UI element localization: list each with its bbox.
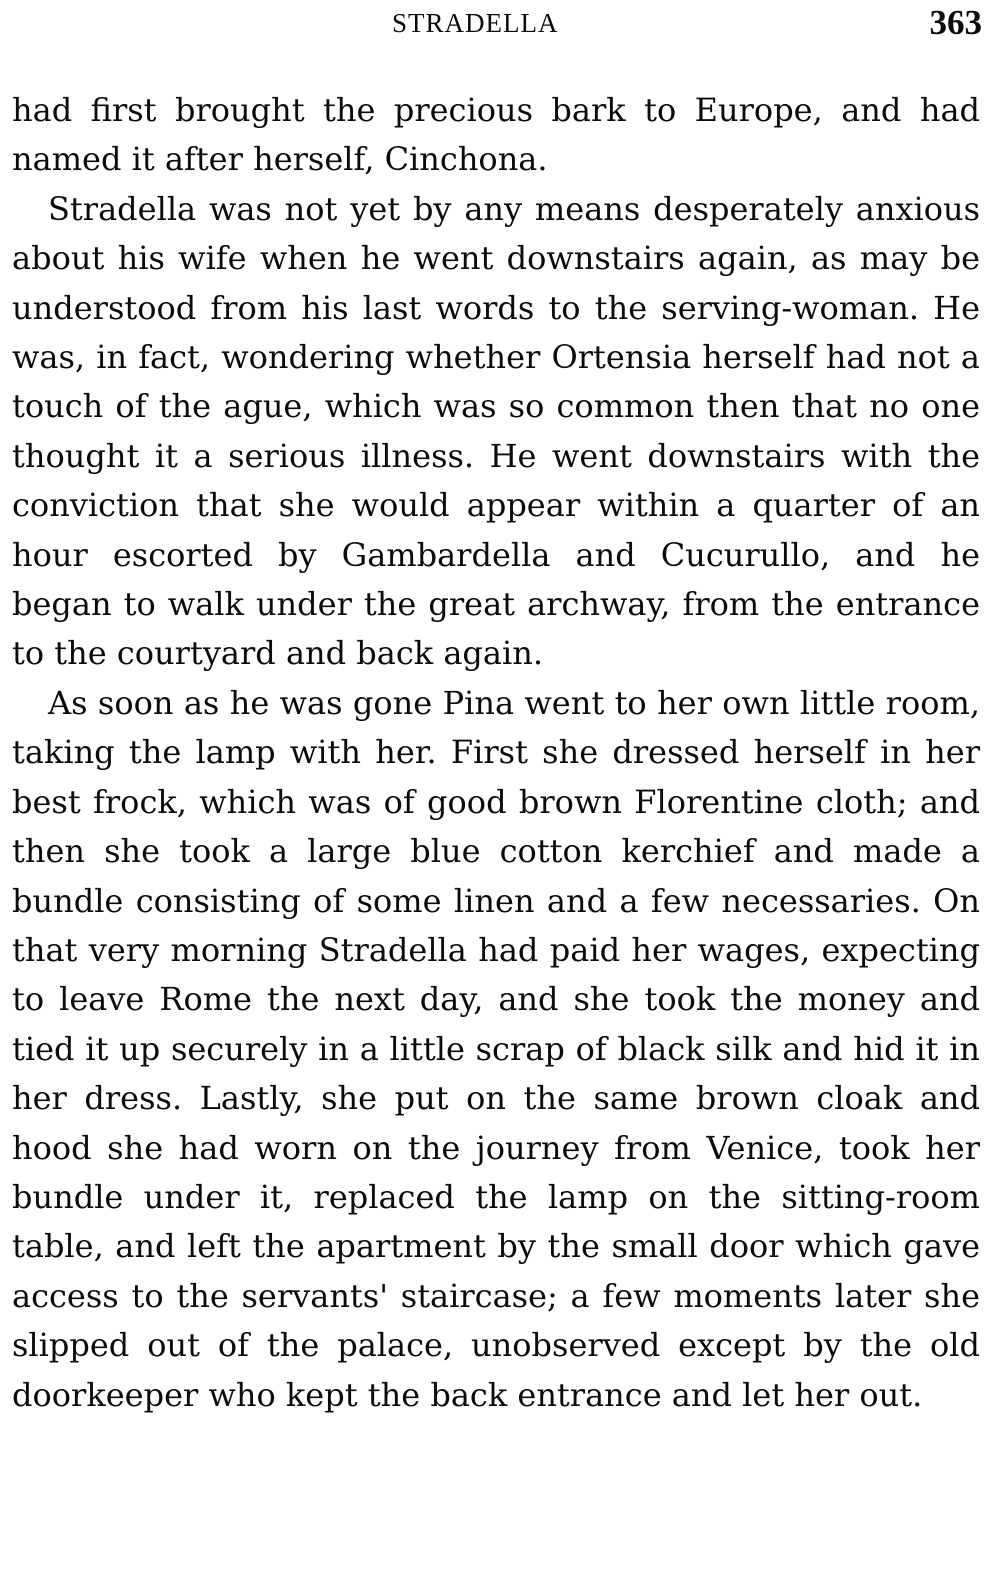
paragraph-continued: had first brought the precious bark to Europe, and had named it after herself, Cinchona. [12, 91, 980, 179]
running-head [0, 0, 1000, 50]
running-title: STRADELLA [392, 8, 559, 38]
body-text [12, 86, 980, 1420]
paragraph-stradella-downstairs: Stradella was not yet by any means desperately anxious about his wife when he went downstairs again, as may be understood from his last words to the serving-woman. He was, in fact, wondering whether Ortensia herself had not a touch of the ague, which was so common then that no one thought it a serious illness. He went downstairs with the conviction that she would appear within a quarter of an hour escorted by Gambardella and Cucurullo, and he began to walk under the great archway, from the entrance to the courtyard and back again. [12, 189, 980, 673]
paragraph-pina-leaves: As soon as he was gone Pina went to her own little room, taking the lamp with her. First she dressed herself in her best frock, which was of good brown Florentine cloth; and then she took a large blue cotton kerchief and made a bundle consisting of some linen and a few necessaries. On that very morning Stradella had paid her wages, expecting to leave Rome the next day, and she took the money and tied it up securely in a little scrap of black silk and hid it in her dress. Lastly, she put on the same brown cloak and hood she had worn on the journey from Venice, took her bundle under it, replaced the lamp on the sitting-room table, and left the apartment by the small door which gave access to the servants' staircase; a few moments later she slipped out of the palace, unobserved except by the old doorkeeper who kept the back entrance and let her out. [12, 683, 980, 1414]
page-number: 363 [929, 3, 982, 42]
